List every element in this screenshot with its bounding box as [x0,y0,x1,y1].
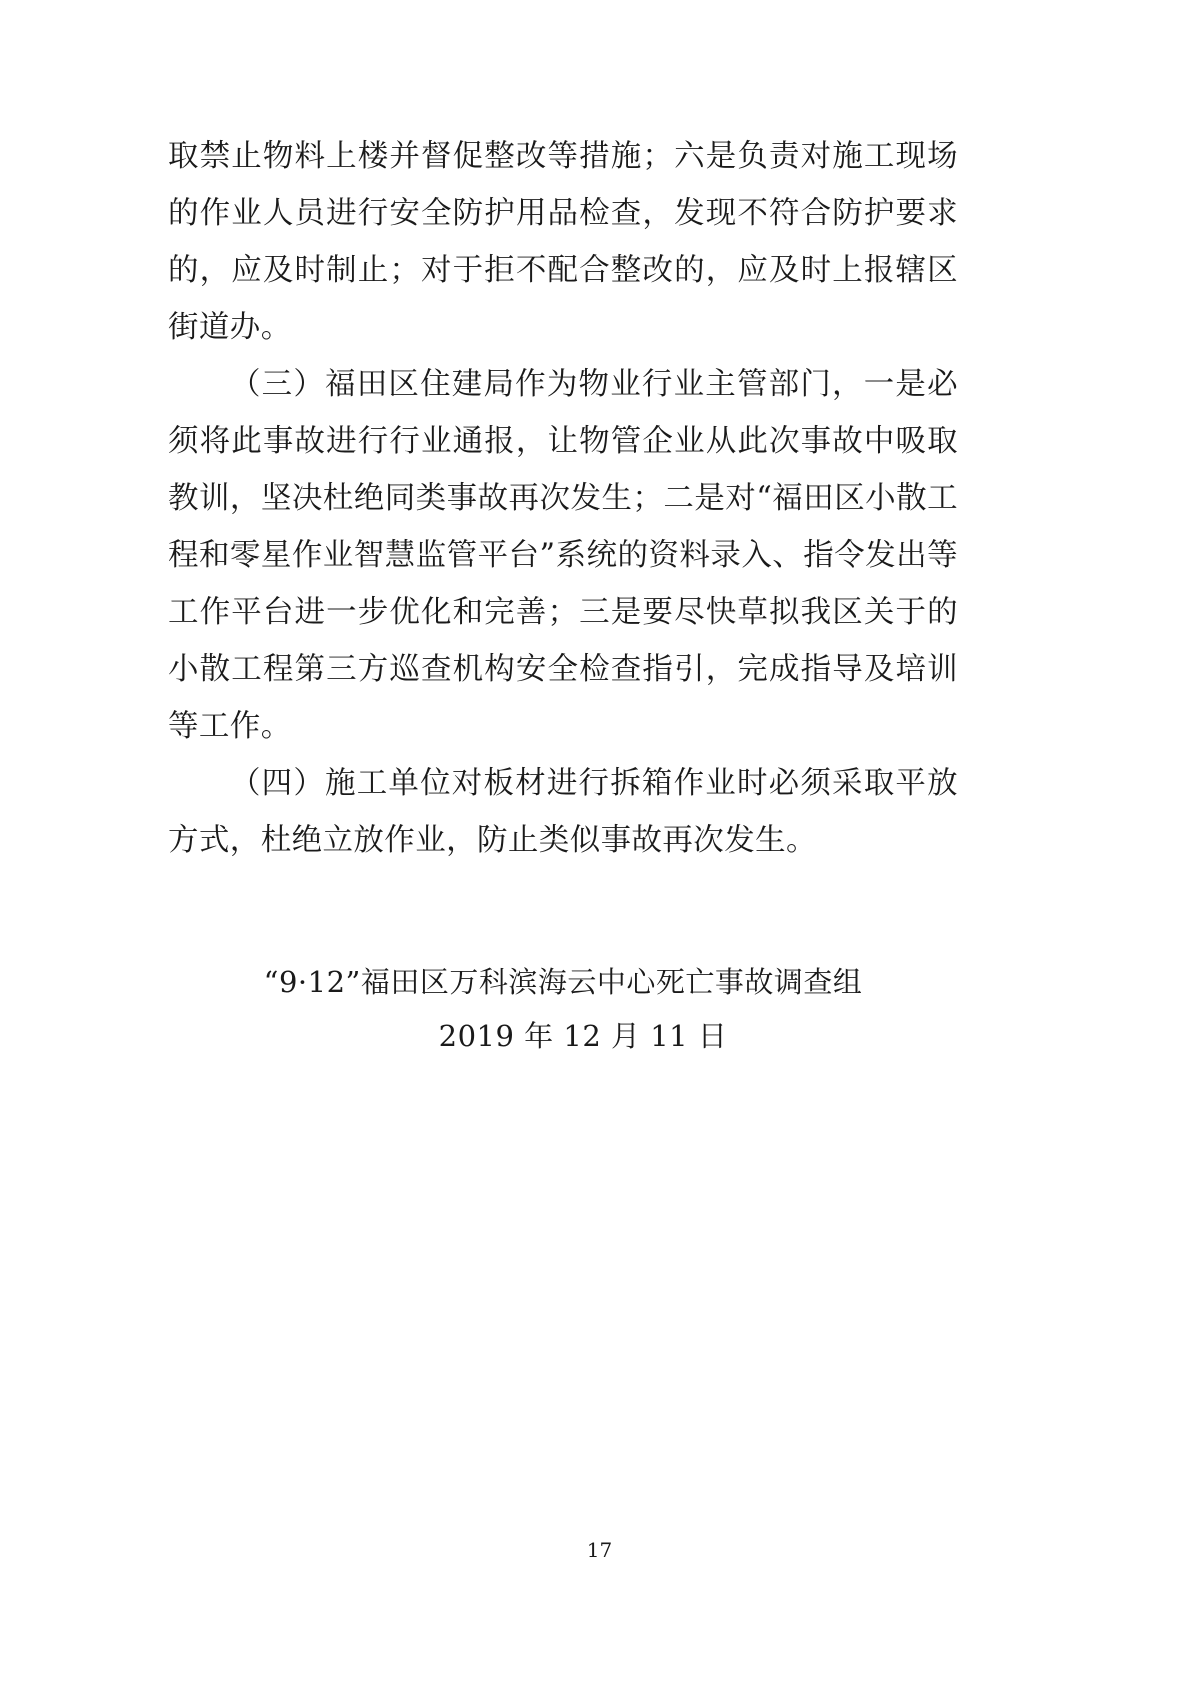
signature-organization: “9·12”福田区万科滨海云中心死亡事故调查组 [263,965,863,999]
signature-block [168,955,958,1063]
paragraph-item-three: （三）福田区住建局作为物业行业主管部门，一是必须将此事故进行行业通报，让物管企业从此次事故中吸取教训，坚决杜绝同类事故再次发生；二是对“福田区小散工程和零星作业智慧监管平台”系统的资料录入、指令发出等工作平台进一步优化和完善；三是要尽快草拟我区关于的小散工程第三方巡查机构安全检查指引，完成指导及培训等工作。 [168,367,958,744]
paragraph-item-four: （四）施工单位对板材进行拆箱作业时必须采取平放方式，杜绝立放作业，防止类似事故再次发生。 [168,766,958,858]
paragraph-continued: 取禁止物料上楼并督促整改等措施；六是负责对施工现场的作业人员进行安全防护用品检查，发现不符合防护要求的，应及时制止；对于拒不配合整改的，应及时上报辖区街道办。 [168,139,958,345]
page-number: 17 [586,1538,613,1562]
document-body [168,128,958,869]
signature-date: 2019 年 12 月 11 日 [438,1019,728,1053]
